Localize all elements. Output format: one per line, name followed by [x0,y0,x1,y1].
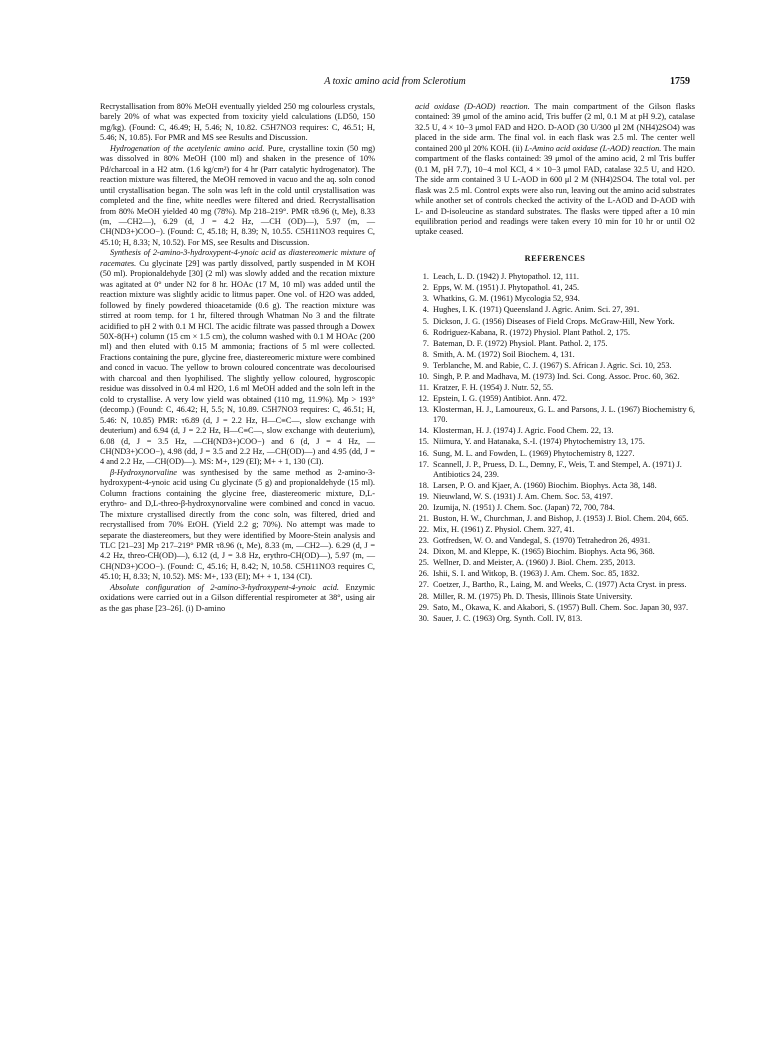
reference-number: 24. [418,547,429,557]
runin-heading-hydrogenation: Hydrogenation of the acetylenic amino acid. [110,143,265,153]
paragraph-oxidase-reactions [415,102,695,238]
reference-number: 10. [418,371,429,381]
runin-heading-absolute-configuration: Absolute configuration of 2-amino-3-hydroxypent-4-ynoic acid. [110,582,339,592]
reference-item [415,547,695,557]
reference-text: Gotfredsen, W. O. and Vandegal, S. (1970) Tetrahedron 26, 4931. [433,536,651,546]
reference-text: Miller, R. M. (1975) Ph. D. Thesis, Illinois State University. [433,591,633,601]
reference-number: 16. [418,448,429,458]
paragraph-recrystallisation: Recrystallisation from 80% MeOH eventually yielded 250 mg colourless crystals, barely 20% of what was expected from toxicity yield calculations (LD50, 150 mg/kg). (Found: C, 46.49; H, 5.46; N, 10.82. C5H7NO3 requires: C, 46.51; H, 5.46; N, 10.85). For PMR and MS see Results and Discussion. [100,102,375,143]
reference-item [415,460,695,481]
reference-item [415,525,695,535]
reference-text: Scannell, J. P., Pruess, D. L., Demny, F., Weis, T. and Stempel, A. (1971) J. Antibiotics 24, 239. [433,459,682,479]
reference-number: 3. [422,294,429,304]
reference-number: 11. [418,382,429,392]
reference-text: Singh, P. P. and Madhava, M. (1973) Ind. Sci. Cong. Assoc. Proc. 60, 362. [433,371,680,381]
reference-text: Larsen, P. O. and Kjaer, A. (1960) Biochim. Biophys. Acta 38, 148. [433,481,657,491]
reference-item [415,405,695,426]
reference-item [415,437,695,447]
reference-number: 27. [418,580,429,590]
reference-item [415,569,695,579]
runin-heading-d-aod: acid oxidase (D-AOD) reaction. [415,102,530,111]
reference-item [415,305,695,315]
reference-text: Nieuwland, W. S. (1931) J. Am. Chem. Soc. 53, 4197. [433,492,613,502]
paragraph-body-l-aod: The main compartment of the flasks contained: 39 μmol of the amino acid, 2 ml Tris buffer (0.1 M, pH 7.7), 10−4 mol KCl, 4 × 10−3 μmol FAD, catalase 32.5 U, and H2O. The side arm contained 3 U L-AOD in 600 μl 2 M (NH4)2SO4. The total vol. per flask was 2.5 ml. Control expts were also run, leaving out the amino acid substrates while another set of controls checked the activity of the L-AOD and D-AOD with L- and D-isoleucine as standard substrates. The flasks were tipped after a 10 min equilibration period and readings were taken every 10 min for 10 hr or until O2 uptake ceased. [415,143,695,237]
reference-number: 20. [418,503,429,513]
reference-number: 28. [418,591,429,601]
reference-number: 23. [418,536,429,546]
reference-item [415,481,695,491]
reference-item [415,328,695,338]
paragraph-absolute-configuration [100,583,375,614]
reference-text: Klosterman, H. J., Lamoureux, G. L. and Parsons, J. L. (1967) Biochemistry 6, 170. [433,404,696,425]
reference-number: 26. [418,569,429,579]
reference-number: 15. [418,437,429,447]
paragraph-synthesis [100,248,375,468]
paragraph-body-hydroxynorvaline: was synthesised by the same method as 2-amino-3-hydroxypent-4-ynoic acid using Cu glycinate (5 g) and propionaldehyde (15 ml). Column fractions containing the glycine free, diastereomeric mixture, D,L-erythro- and D,L-threo-β-hydroxynorvaline were combined and concd in vacuo. The mixture crystallised directly from the conc soln, was filtered, dried and recrystallised from 70% EtOH. (Yield 2.2 g; 70%). No attempt was made to separate the diastereomers, but they were identified by Moore-Stein analysis and TLC [21–23] Mp 217–219° PMR τ8.96 (t, Me), 8.33 (m, —CH2—). 6.29 (d, J = 4.2 Hz, threo-CH(OD)—), 6.12 (d, J = 3.8 Hz, erythro-CH(OD)—), 5.97 (m, —CH(ND3+)COO−). (Found: C, 45.16; H, 8.42; N, 10.58. C5H11NO3 requires C, 45.10; H, 8.33; N, 10.52). MS: M+, 133 (EI); M+ + 1, 134 (CI). [100,467,375,582]
reference-item [415,294,695,304]
reference-number: 8. [422,349,429,359]
paragraph-body-hydrogenation: Pure, crystalline toxin (50 mg) was dissolved in 80% MeOH (100 ml) and shaken in the presence of 10% Pd/charcoal in a H2 atm. (1.6 kg/cm²) for 4 hr (Parr catalytic hydrogenator). The reaction mixture was filtered, the MeOH removed in vacuo and the aq. soln conod until crystallisation began. The soln was left in the cold until crystallisation was completed and the fine, white needles were filtered and dried. Recrystallisation from 80% MeOH yielded 40 mg (78%). Mp 218–219°. PMR τ8.96 (t, Me), 8.33 (m, —CH2—), 6.29 (d, J = 4.2 Hz, —CH (OD)—), 5.97 (m, —CH(ND3+)COO−). (Found: C, 45.18; H, 8.39; N, 10.55. C5H11NO3 requires C, 45.10; H, 8.33; N, 10.52). For MS, see Results and Discussion. [100,143,375,247]
reference-item [415,426,695,436]
page-number: 1759 [670,76,690,87]
reference-list [415,272,695,624]
reference-number: 4. [422,305,429,315]
reference-text: Coetzer, J., Bartho, R., Laing, M. and Weeks, C. (1977) Acta Cryst. in press. [433,580,687,590]
right-column [415,102,695,625]
paragraph-hydroxynorvaline [100,468,375,583]
reference-item [415,614,695,624]
reference-text: Epstein, I. G. (1959) Antibiot. Ann. 472. [433,393,568,403]
reference-number: 17. [418,459,429,469]
paragraph-body-d-aod: The main compartment of the Gilson flasks contained: 39 μmol of the amino acid, Tris buffer (2 ml, 0.1 M at pH 9.2), catalase 32.5 U, 4 × 10−3 μmol FAD and H2O. D-AOD (30 U/300 μl 2M (NH4)2SO4) was placed in the side arm. The final vol. in each flask was 2.5 ml. The center well contained 200 μl 20% KOH. (ii) [415,102,695,153]
reference-number: 2. [422,283,429,293]
reference-item [415,317,695,327]
reference-text: Mix, H. (1961) Z. Physiol. Chem. 327, 41. [433,525,575,535]
reference-text: Whatkins, G. M. (1961) Mycologia 52, 934. [433,294,580,304]
reference-number: 19. [418,492,429,502]
reference-item [415,283,695,293]
reference-number: 21. [418,514,429,524]
reference-text: Bateman, D. F. (1972) Physiol. Plant. Pathol. 2, 175. [433,338,608,348]
runin-heading-l-aod: L-Amino acid oxidase (L-AOD) reaction. [524,143,662,153]
reference-text: Sung, M. L. and Fowden, L. (1969) Phytochemistry 8, 1227. [433,448,635,458]
reference-number: 6. [422,327,429,337]
reference-text: Niimura, Y. and Hatanaka, S.-I. (1974) Phytochemistry 13, 175. [433,437,645,447]
reference-number: 7. [422,338,429,348]
reference-number: 22. [418,525,429,535]
paragraph-hydrogenation [100,144,375,249]
reference-item [415,503,695,513]
reference-number: 30. [418,613,429,623]
reference-item [415,536,695,546]
reference-text: Smith, A. M. (1972) Soil Biochem. 4, 131. [433,349,575,359]
reference-item [415,372,695,382]
reference-item [415,603,695,613]
reference-text: Klosterman, H. J. (1974) J. Agric. Food Chem. 22, 13. [433,426,614,436]
reference-number: 9. [422,360,429,370]
reference-text: Sauer, J. C. (1963) Org. Synth. Coll. IV, 813. [433,613,583,623]
reference-number: 1. [422,272,429,282]
reference-item [415,350,695,360]
reference-item [415,383,695,393]
references-heading: REFERENCES [524,253,586,263]
runin-heading-synthesis: Synthesis of 2-amino-3-hydroxypent-4-ynoic acid as diastereomeric mixture of racemates. [100,248,375,268]
reference-text: Wellner, D. and Meister, A. (1960) J. Biol. Chem. 235, 2013. [433,558,636,568]
running-title: A toxic amino acid from Sclerotium [324,76,466,87]
reference-number: 12. [418,393,429,403]
reference-text: Buston, H. W., Churchman, J. and Bishop, J. (1953) J. Biol. Chem. 204, 665. [433,514,689,524]
reference-item [415,449,695,459]
reference-number: 25. [418,558,429,568]
reference-number: 13. [418,404,429,414]
reference-item [415,394,695,404]
runin-heading-hydroxynorvaline: β-Hydroxynorvaline [110,467,177,477]
reference-text: Epps, W. M. (1951) J. Phytopathol. 41, 245. [433,283,580,293]
reference-item [415,514,695,524]
reference-item [415,361,695,371]
reference-item [415,339,695,349]
reference-text: Sato, M., Okawa, K. and Akabori, S. (1957) Bull. Chem. Soc. Japan 30, 937. [433,602,689,612]
reference-text: Kratzer, F. H. (1954) J. Nutr. 52, 55. [433,382,554,392]
left-column [100,102,375,614]
reference-item [415,272,695,282]
reference-item [415,580,695,590]
reference-text: Terblanche, M. and Rabie, C. J. (1967) S. African J. Agric. Sci. 10, 253. [433,360,672,370]
reference-text: Rodriguez-Kabana, R. (1972) Physiol. Plant Pathol. 2, 175. [433,327,631,337]
paragraph-body-synthesis: Cu glycinate [29] was partly dissolved, partly suspended in M KOH (50 ml). Propionaldehyde [30] (2 ml) was slowly added and the recation mixture was agitated at 0° under N2 for 8 hr. HOAc (17 M, 10 ml) was added until the reaction mixture was slightly acidic to litmus paper. One vol. of H2O was added, followed by finely powdered thioacetamide (0.6 g). The reaction mixture was stirred at room temp. for 1 hr, filtered through Whatman No 3 and the filtrate acidified to pH 2 with 0.1 M HCl. The acidic filtrate was passed through a Dowex 50X-8(H+) column (15 cm × 1.5 cm), the column washed with 0.1 M HOAc (200 ml) and then eluted with 0.15 M ammonia; fractions of 5 ml were collected. Fractions containing the pure, glycine free, diastereomeric mixture were combined and concd in vacuo. The yellow to brown coloured concentrate was decolourised with charcoal and then lyophilised. The slightly yellow coloured, hygroscopic residue was dissolved in 0.4 ml H2O, 1.6 ml MeOH added and the soln left in the cold to crystallise. A very low yield was obtained (110 mg, 11.9%). Mp > 193° (decomp.) (Found: C, 46.42; H, 5.5; N, 10.89. C5H7NO3 requires: C, 46.51; H, 5.46: N, 10.85) PMR: τ6.89 (d, J = 2.2 Hz, H—C≡C—, slow exchange with deuterium) and 6.94 (d, J = 2.2 Hz, H—C≡C—, slow exchange with deuterium), 6.08 (d, J = 3.5 Hz, —CH(ND3+)COO−) and 6 (d, J = 4 Hz, —CH(ND3+)COO−), 4.98 (dd, J = 3.5 and 2.2 Hz, —CH(OD)—) and 4.95 (dd, J = 4 and 2.2 Hz, —CH(OD)—). MS: M+, 129 (EI); M+ + 1, 130 (CI). [100,258,375,467]
reference-text: Izumija, N. (1951) J. Chem. Soc. (Japan) 72, 700, 784. [433,503,615,513]
reference-number: 29. [418,602,429,612]
reference-text: Hughes, I. K. (1971) Queensland J. Agric. Anim. Sci. 27, 391. [433,305,640,315]
reference-number: 14. [418,426,429,436]
reference-number: 5. [422,316,429,326]
paragraph-body-absolute-configuration: Enzymic oxidations were carried out in a Gilson differential respirometer at 38°, using air as the gas phase [23–26]. (i) D-amino [100,582,375,613]
running-header [100,76,690,92]
reference-item [415,492,695,502]
reference-item [415,558,695,568]
reference-text: Dickson, J. G. (1956) Diseases of Field Crops. McGraw-Hill, New York. [433,316,675,326]
reference-text: Leach, L. D. (1942) J. Phytopathol. 12, 111. [433,272,579,282]
reference-text: Ishii, S. I. and Witkop, B. (1963) J. Am. Chem. Soc. 85, 1832. [433,569,640,579]
reference-item [415,592,695,602]
reference-number: 18. [418,481,429,491]
reference-text: Dixon, M. and Kleppe, K. (1965) Biochim. Biophys. Acta 96, 368. [433,547,655,557]
